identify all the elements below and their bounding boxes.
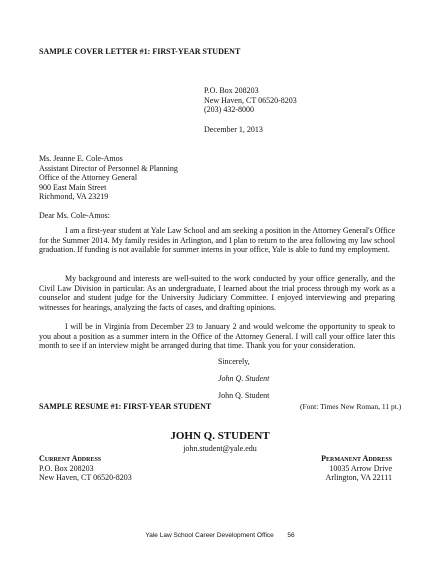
recipient-line: Office of the Attorney General: [39, 173, 138, 182]
footer-office: Yale Law School Career Development Office: [145, 532, 274, 539]
current-address-label: Current Address: [39, 454, 102, 463]
permanent-address-label: Permanent Address: [321, 454, 392, 463]
permanent-address-block: [321, 454, 392, 483]
resume-heading: SAMPLE RESUME #1: FIRST-YEAR STUDENT: [39, 402, 212, 411]
permanent-address-line: Arlington, VA 22111: [325, 473, 392, 482]
sender-line: New Haven, CT 06520-8203: [204, 95, 297, 105]
cover-letter-heading: SAMPLE COVER LETTER #1: FIRST-YEAR STUDENT: [39, 47, 241, 56]
letter-paragraph: I am a first-year student at Yale Law School and am seeking a position in the Attorney General's Office for the Summer 2014. My family resides in Arlington, and I plan to return to the area following my law school graduation. If funding is not available for summer interns in your office, Yale is able to fund my employment.: [39, 226, 395, 255]
signature: John Q. Student: [218, 374, 270, 383]
recipient-line: 900 East Main Street: [39, 182, 107, 192]
letter-paragraph: My background and interests are well-suited to the work conducted by your office generally, and the Civil Law Division in particular. As an undergraduate, I learned about the trial process through my work as a counselor and student judge for the University Judiciary Committee. I enjoyed interviewing and preparing witnesses for hearings, analyzing the facts of cases, and drafting opinions.: [39, 274, 395, 312]
sender-line: (203) 432-8000: [204, 105, 254, 114]
recipient-line: Ms. Jeanne E. Cole-Amos: [39, 154, 123, 163]
letter-paragraph: I will be in Virginia from December 23 to January 2 and would welcome the opportunity to speak to you about a position as a summer intern in the Office of the Attorney General. I will call your office later this month to see if an interview might be arranged during that time. Thank you for your consideration.: [39, 322, 395, 351]
resume-name: JOHN Q. STUDENT: [170, 430, 270, 442]
current-address-line: P.O. Box 208203: [39, 463, 94, 473]
recipient-line: Richmond, VA 23219: [39, 192, 109, 201]
recipient-address-block: [39, 154, 178, 202]
current-address-line: New Haven, CT 06520-8203: [39, 473, 132, 482]
sender-address-block: [204, 86, 297, 115]
letter-closing: Sincerely,: [218, 357, 250, 366]
page-number: 56: [287, 532, 295, 539]
page-footer: [0, 532, 440, 539]
current-address-block: [39, 454, 132, 483]
resume-email: john.student@yale.edu: [183, 444, 257, 453]
signer-name: John Q. Student: [218, 391, 270, 400]
salutation: Dear Ms. Cole-Amos:: [39, 211, 110, 220]
letter-date: December 1, 2013: [204, 125, 263, 134]
permanent-address-line: 10035 Arrow Drive: [329, 463, 392, 473]
font-note: (Font: Times New Roman, 11 pt.): [300, 402, 402, 411]
sender-line: P.O. Box 208203: [204, 86, 259, 95]
recipient-line: Assistant Director of Personnel & Planning: [39, 163, 178, 173]
